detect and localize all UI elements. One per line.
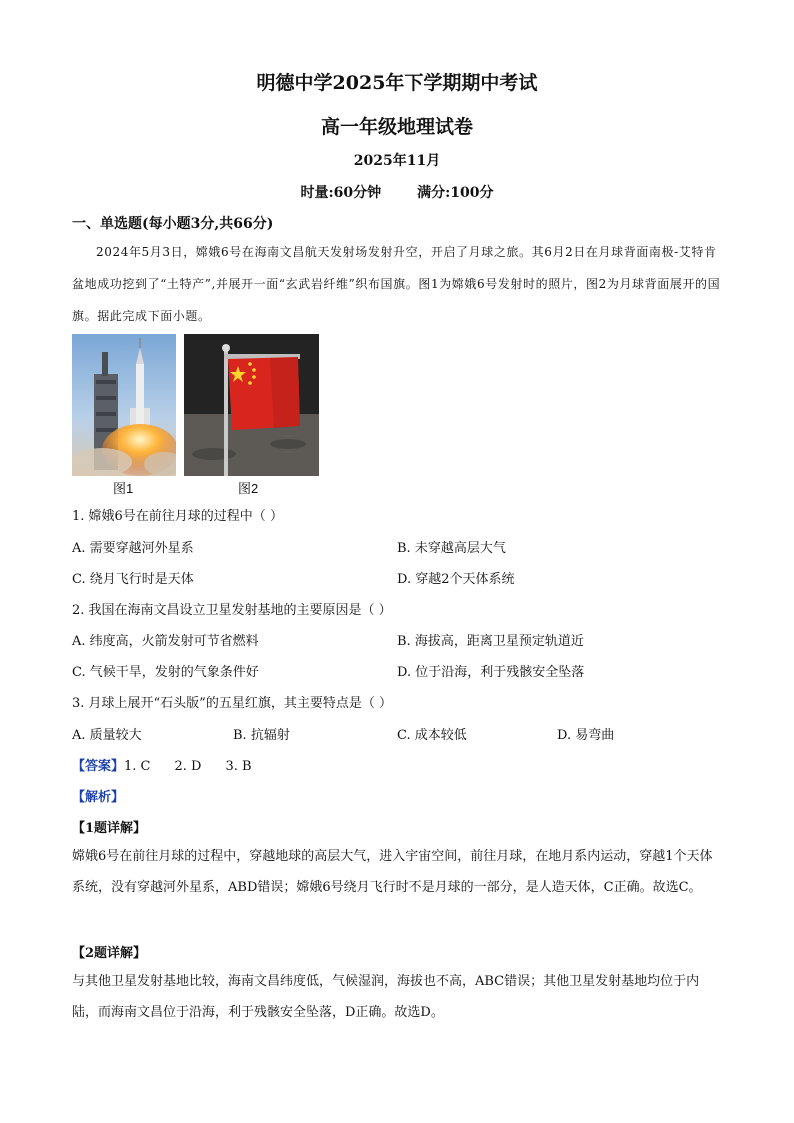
answer-line [72, 755, 276, 774]
question-3-option-c: C. 成本较低 [397, 728, 467, 743]
question-1-option-c: C. 绕月飞行时是天体 [72, 572, 194, 587]
detail-2-body: 与其他卫星发射基地比较，海南文昌纬度低，气候湿润，海拔也不高，ABC错误；其他卫星发射基地均位于内陆，而海南文昌位于沿海，利于残骸安全坠落，D正确。故选D。 [72, 974, 700, 1020]
question-1-option-b: B. 未穿越高层大气 [397, 541, 506, 556]
detail-1-body: 嫦娥6号在前往月球的过程中，穿越地球的高层大气，进入宇宙空间，前往月球，在地月系内运动，穿越1个天体系统，没有穿越河外星系，ABD错误；嫦娥6号绕月飞行时不是月球的一部分，是人造天体，C正确。故选C。 [72, 849, 713, 895]
question-3-option-d: D. 易弯曲 [557, 728, 615, 743]
figure-flag-on-moon [184, 334, 319, 476]
question-1-option-d: D. 穿越2个天体系统 [397, 572, 515, 587]
answer-value: 3. B [225, 759, 252, 774]
question-2-stem: 2. 我国在海南文昌设立卫星发射基地的主要原因是（ ） [72, 603, 392, 618]
answer-value: 1. C [124, 759, 151, 774]
exam-meta [0, 182, 794, 202]
question-3-option-b: B. 抗辐射 [233, 728, 290, 743]
figure2-caption: 图2 [238, 481, 259, 496]
exam-date: 2025年11月 [353, 153, 441, 169]
question-2-option-a: A. 纬度高，火箭发射可节省燃料 [72, 634, 259, 649]
question-3-stem: 3. 月球上展开“石头版”的五星红旗，其主要特点是（ ） [72, 696, 392, 711]
paper-title: 高一年级地理试卷 [320, 116, 473, 138]
exam-school-title: 明德中学2025年下学期期中考试 [256, 72, 538, 94]
question-3-option-a: A. 质量较大 [72, 728, 142, 743]
question-2-option-c: C. 气候干旱，发射的气象条件好 [72, 665, 259, 680]
figure-rocket-launch [72, 334, 176, 476]
detail-1-title: 【1题详解】 [72, 821, 147, 836]
answer-label: 【答案】 [72, 759, 125, 774]
question-1-option-a: A. 需要穿越河外星系 [72, 541, 194, 556]
exam-duration: 时量:60分钟 [300, 185, 382, 201]
detail-2-title: 【2题详解】 [72, 946, 147, 961]
figure1-caption: 图1 [113, 481, 134, 496]
answer-value: 2. D [174, 759, 202, 774]
analysis-label: 【解析】 [72, 790, 125, 805]
question-1-stem: 1. 嫦娥6号在前往月球的过程中（ ） [72, 509, 283, 524]
passage-text: 2024年5月3日，嫦娥6号在海南文昌航天发射场发射升空，开启了月球之旅。其6月2日在月球背面南极-艾特肯盆地成功挖到了“土特产”,并展开一面“玄武岩纤维”织布国旗。图1为嫦娥6号发射时的照片，图2为月球背面展开的国旗。据此完成下面小题。 [72, 245, 721, 323]
question-2-option-b: B. 海拔高，距离卫星预定轨道近 [397, 634, 584, 649]
exam-full-score: 满分:100分 [417, 185, 494, 201]
section-heading: 一、单选题(每小题3分,共66分) [72, 216, 274, 232]
question-2-option-d: D. 位于沿海，利于残骸安全坠落 [397, 665, 585, 680]
